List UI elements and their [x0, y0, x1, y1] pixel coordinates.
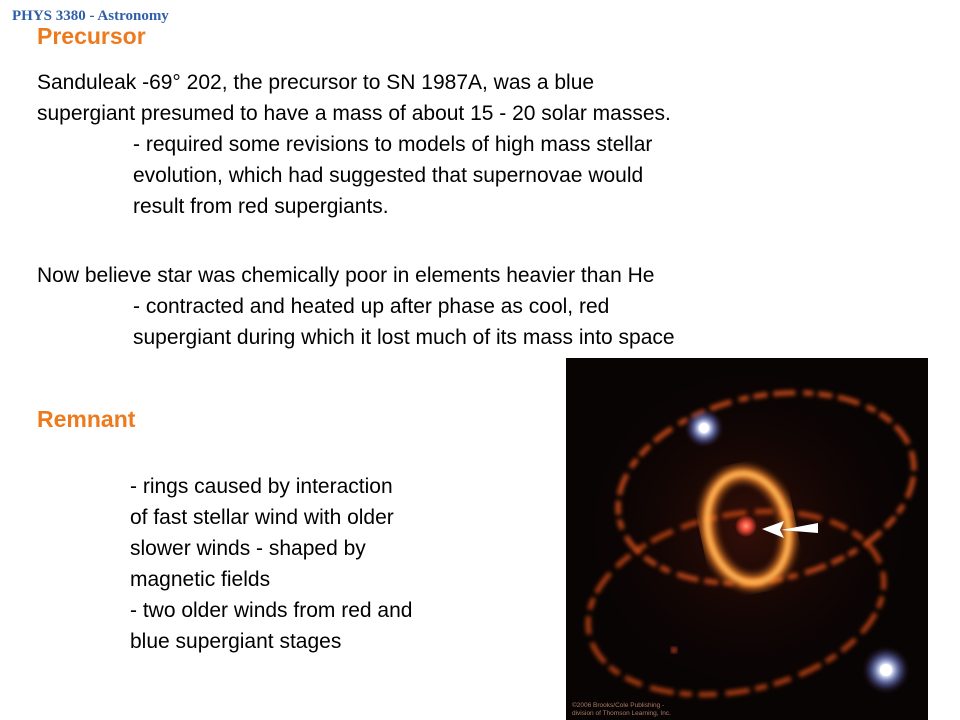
- precursor-line: evolution, which had suggested that supernovae would: [133, 164, 644, 187]
- precursor-line: Now believe star was chemically poor in elements heavier than He: [37, 264, 655, 287]
- remnant-line: - rings caused by interaction: [130, 475, 393, 498]
- remnant-line: - two older winds from red and: [130, 599, 413, 622]
- precursor-line: supergiant presumed to have a mass of about 15 - 20 solar masses.: [37, 102, 671, 125]
- precursor-line: Sanduleak -69° 202, the precursor to SN 1987A, was a blue: [37, 71, 595, 94]
- precursor-heading: Precursor: [37, 23, 146, 49]
- sn1987a-image: [566, 358, 928, 720]
- remnant-line: of fast stellar wind with older: [130, 506, 394, 529]
- precursor-line: - contracted and heated up after phase as cool, red: [133, 295, 610, 318]
- course-title: PHYS 3380 - Astronomy: [12, 8, 169, 24]
- precursor-line: - required some revisions to models of high mass stellar: [133, 133, 653, 156]
- remnant-line: magnetic fields: [130, 568, 271, 591]
- precursor-line: supergiant during which it lost much of its mass into space: [133, 326, 675, 349]
- image-credit: ©2006 Brooks/Cole Publishing - division of Thomson Learning, Inc.: [572, 702, 671, 717]
- supernova-core: [735, 515, 757, 537]
- remnant-heading: Remnant: [37, 406, 136, 432]
- remnant-line: blue supergiant stages: [130, 630, 342, 653]
- sn1987a-photo: [566, 358, 928, 720]
- precursor-line: result from red supergiants.: [133, 195, 389, 218]
- remnant-line: slower winds - shaped by: [130, 537, 366, 560]
